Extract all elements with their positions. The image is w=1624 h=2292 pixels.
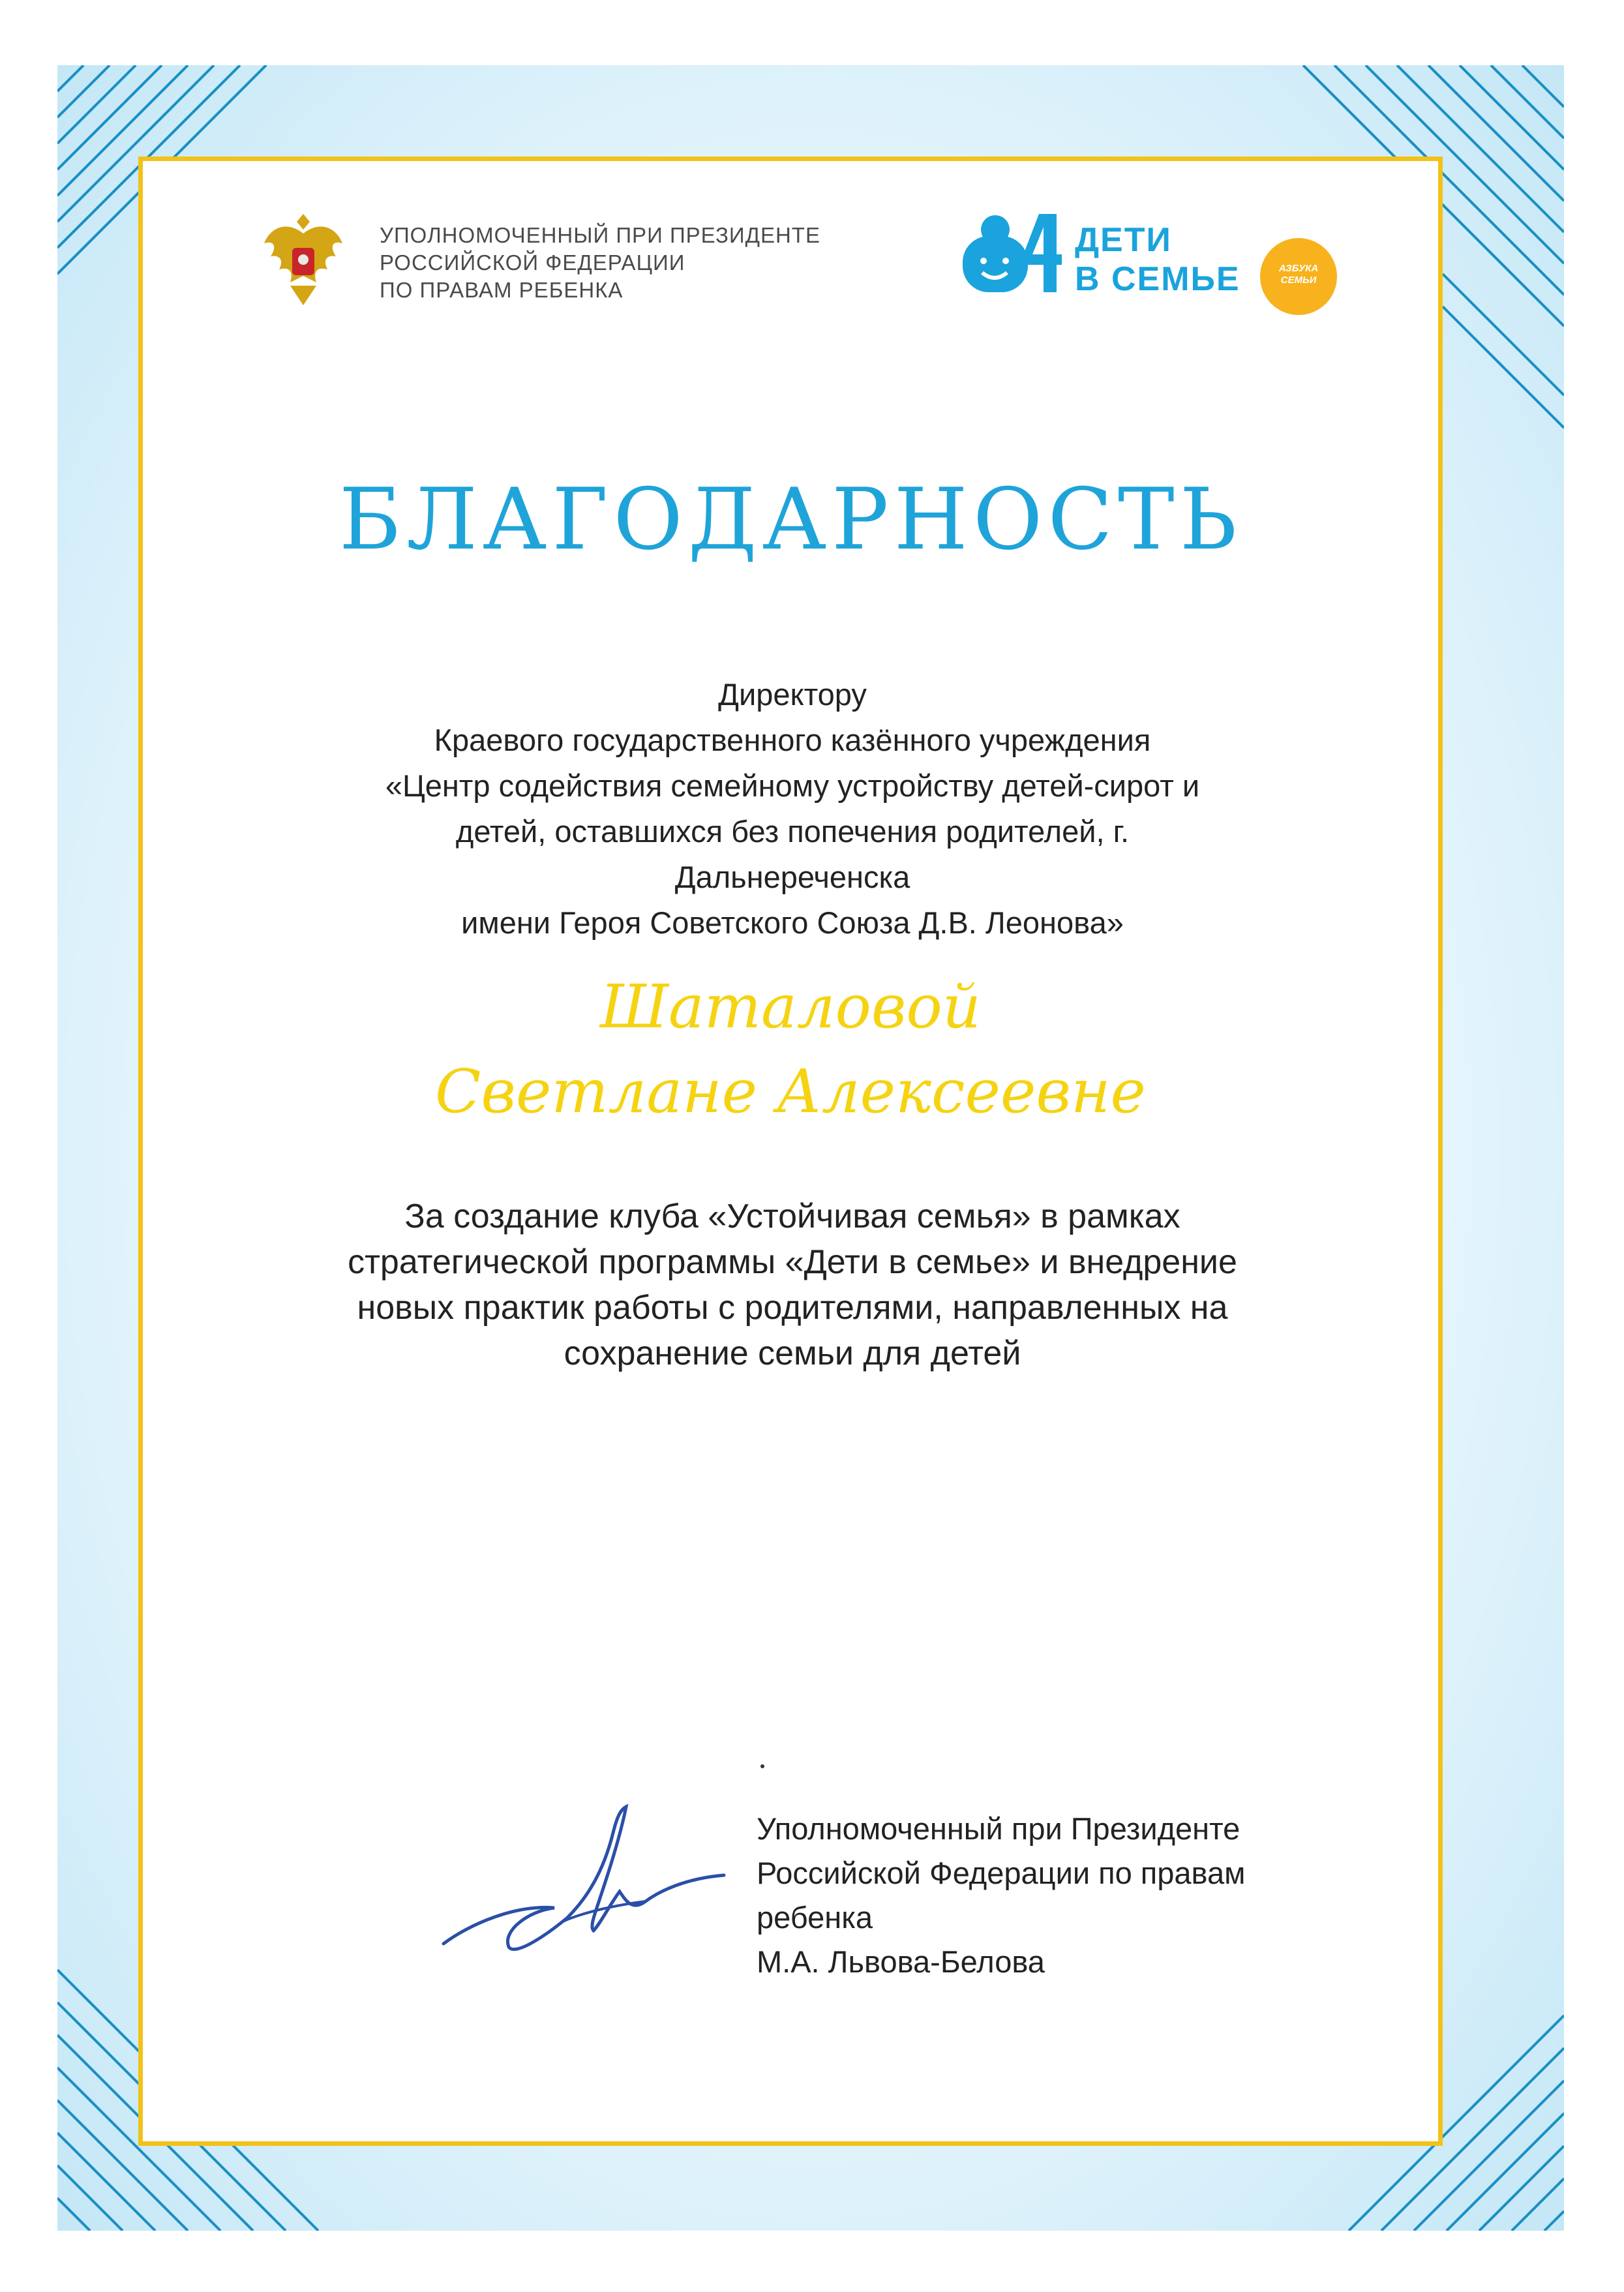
program-logo-line: В СЕМЬЕ xyxy=(1075,260,1241,298)
ombudsman-line: РОССИЙСКОЙ ФЕДЕРАЦИИ xyxy=(380,250,685,275)
azbuka-semyi-badge xyxy=(1260,238,1337,315)
addressee-line: Дальнереченска xyxy=(674,860,910,894)
ombudsman-title xyxy=(380,222,836,304)
signer-line: Уполномоченный при Президенте xyxy=(757,1811,1241,1846)
reason-line: стратегической программы «Дети в семье» и внедрение xyxy=(348,1243,1237,1281)
certificate-title: БЛАГОДАРНОСТЬ xyxy=(338,470,1242,569)
addressee-line: Краевого государственного казённого учреждения xyxy=(434,723,1151,757)
reason-line: новых практик работы с родителями, направленных на xyxy=(357,1289,1228,1327)
addressee-line: «Центр содействия семейному устройству детей-сирот и xyxy=(385,768,1200,803)
ombudsman-line: УПОЛНОМОЧЕННЫЙ ПРИ ПРЕЗИДЕНТЕ xyxy=(380,223,820,247)
signer-block xyxy=(757,1807,1344,1984)
badge-line: СЕМЬИ xyxy=(1280,275,1317,286)
recipient-given-names: Светлане Алексеевне xyxy=(435,1057,1146,1126)
reason-line: За создание клуба «Устойчивая семья» в рамках xyxy=(404,1198,1180,1235)
ombudsman-line: ПО ПРАВАМ РЕБЕНКА xyxy=(380,278,624,302)
recipient-surname: Шаталовой xyxy=(599,972,982,1042)
signer-line: Российской Федерации по правам xyxy=(757,1856,1246,1890)
addressee-line: имени Героя Советского Союза Д.В. Леонова» xyxy=(461,905,1124,940)
signer-line: ребенка xyxy=(757,1900,873,1935)
handwritten-signature xyxy=(430,1794,737,1976)
addressee-block xyxy=(170,672,1415,946)
badge-line: АЗБУКА xyxy=(1278,263,1319,274)
program-logo-text xyxy=(1075,220,1241,299)
reason-block xyxy=(170,1194,1415,1376)
program-logo-line: ДЕТИ xyxy=(1075,221,1172,259)
addressee-line: Директору xyxy=(718,677,867,712)
child-face-4-logo-icon xyxy=(957,207,1062,299)
signer-name: М.А. Львова-Белова xyxy=(757,1944,1045,1979)
ink-dot xyxy=(760,1764,764,1768)
russian-coat-of-arms-icon xyxy=(261,207,346,312)
reason-line: сохранение семьи для детей xyxy=(564,1334,1021,1372)
addressee-line: детей, оставшихся без попечения родителей, г. xyxy=(455,814,1130,849)
